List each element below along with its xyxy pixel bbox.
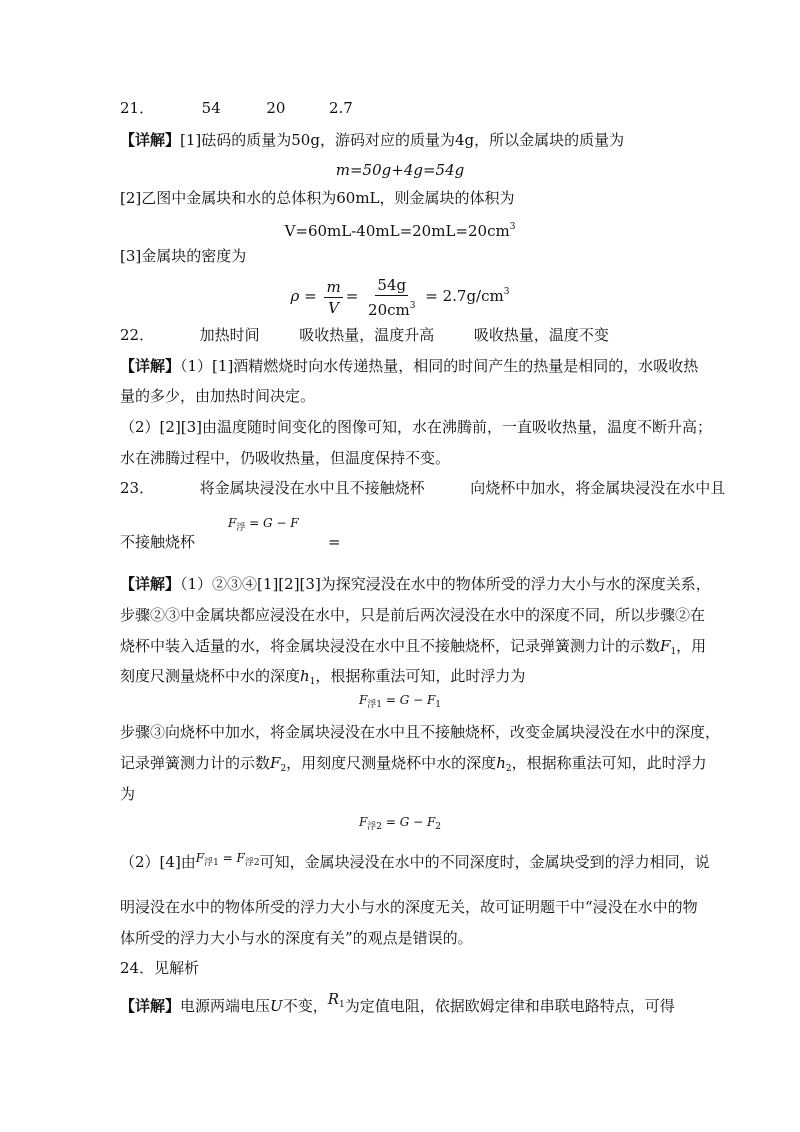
- q23-formula-f1: $F_{浮1} = G - F_1$: [358, 693, 442, 710]
- q22-number: 22．: [120, 326, 155, 344]
- q21-answer-3: 2.7: [328, 99, 353, 117]
- q21-number: 21．: [120, 99, 155, 117]
- q22-detail-line-4: 水在沸腾过程中，仍吸收热量，但温度保持不变。: [120, 449, 451, 467]
- q23-detail-line-1: 【详解】（1）②③④[1][2][3]为探究浸没在水中的物体所受的浮力大小与水的深度关系，: [120, 575, 711, 593]
- q22-detail-line-2: 量的多少，由加热时间决定。: [120, 387, 316, 405]
- q22-detail-line-3: （2）[2][3]由温度随时间变化的图像可知，水在沸腾前，一直吸收热量，温度不断升高；: [120, 418, 713, 436]
- q24-detail-label: 【详解】: [120, 997, 181, 1015]
- q23-detail-line-5: 步骤③向烧杯中加水，将金属块浸没在水中且不接触烧杯，改变金属块浸没在水中的深度，: [120, 723, 721, 741]
- q21-equation-density: ρ = $\frac{m}{V}$ = $\frac{54g}{20cm^3}$ = $2.7g/cm^3$: [290, 275, 510, 319]
- q23-formula-f2: $F_{浮2} = G - F_2$: [358, 815, 442, 832]
- q23-detail-line-10: 体所受的浮力大小与水的深度有关”的观点是错误的。: [120, 929, 473, 947]
- q23-detail-line-4: 刻度尺测量烧杯中水的深度$h_1$，根据称重法可知，此时浮力为: [120, 667, 526, 687]
- q21-answer-line: [120, 98, 353, 118]
- q22-answer-3: 吸收热量，温度不变: [473, 326, 609, 344]
- q22-detail-label: 【详解】: [120, 357, 181, 375]
- q23-answer-equals: =: [328, 533, 341, 551]
- q24-detail-line-1: 【详解】电源两端电压U不变，$R_1$为定值电阻，依据欧姆定律和串联电路特点，可得: [120, 990, 675, 1015]
- q21-equation-volume: $V=60mL-40mL=20mL=20cm^3$: [284, 222, 516, 240]
- q21-step-1-text: [1]砝码的质量为50g，游码对应的质量为4g，所以金属块的质量为: [180, 131, 625, 149]
- q22-answer-line: [120, 325, 609, 345]
- q24-answer-line: 24．见解析: [120, 959, 200, 977]
- q23-detail-label: 【详解】: [120, 575, 181, 593]
- q22-answer-2: 吸收热量，温度升高: [299, 326, 435, 344]
- q23-answer-2: 向烧杯中加水，将金属块浸没在水中且: [470, 479, 726, 497]
- q21-answer-2: 20: [266, 99, 286, 117]
- q21-step-2: [2]乙图中金属块和水的总体积为60mL，则金属块的体积为: [120, 189, 515, 207]
- q23-detail-line-9: 明浸没在水中的物体所受的浮力大小与水的深度无关，故可证明题干中“浸没在水中的物: [120, 898, 698, 916]
- q21-detail-label: 【详解】: [120, 131, 181, 149]
- q23-detail-line-3: 烧杯中装入适量的水，将金属块浸没在水中且不接触烧杯，记录弹簧测力计的示数$F_1$，用: [120, 637, 707, 657]
- q23-answer-formula: $F_浮 = G - F$: [228, 516, 299, 533]
- q23-answer-1: 将金属块浸没在水中且不接触烧杯: [199, 479, 425, 497]
- q23-detail-line-2: 步骤②③中金属块都应浸没在水中，只是前后两次浸没在水中的深度不同，所以步骤②在: [120, 606, 706, 624]
- q21-equation-mass: m=50g+4g=54g: [335, 161, 465, 179]
- q21-step-1: [120, 130, 624, 150]
- q23-detail-line-8: （2）[4]由$^{F_{浮1} = F_{浮2}}$可知，金属块浸没在水中的不同深度时，金属块受到的浮力相同，说: [120, 851, 710, 871]
- q23-number: 23．: [120, 479, 155, 497]
- q21-answer-1: 54: [201, 99, 221, 117]
- q23-answer-line-2: 不接触烧杯: [120, 533, 196, 551]
- q23-detail-line-6: 记录弹簧测力计的示数$F_2$，用刻度尺测量烧杯中水的深度$h_2$，根据称重法可知，此时浮力: [120, 754, 707, 774]
- fraction-m-over-v: $\frac{m}{V}$: [326, 277, 341, 317]
- q23-answer-line: [120, 478, 725, 498]
- fraction-mass-over-volume: $\frac{54g}{20cm^3}$: [368, 275, 416, 319]
- q22-detail-line-1: 【详解】（1）[1]酒精燃烧时向水传递热量，相同的时间产生的热量是相同的，水吸收热: [120, 357, 699, 375]
- q21-step-3: [3]金属块的密度为: [120, 247, 247, 265]
- q23-detail-line-7: 为: [120, 785, 136, 803]
- q22-answer-1: 加热时间: [199, 326, 260, 344]
